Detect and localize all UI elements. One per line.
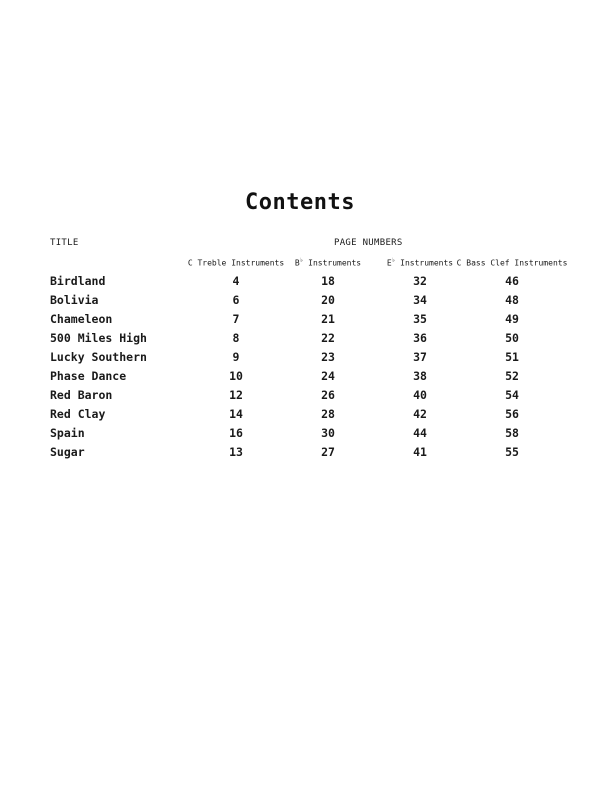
song-title: Bolivia — [50, 293, 99, 307]
page-number: 22 — [321, 331, 335, 345]
column-header-prefix: C — [456, 258, 462, 268]
table-row — [0, 445, 600, 464]
page-number: 28 — [321, 407, 335, 421]
page-number: 26 — [321, 388, 335, 402]
column-header-prefix: B — [294, 258, 300, 268]
page-number: 51 — [505, 350, 519, 364]
table-row — [0, 293, 600, 312]
page-number: 58 — [505, 426, 519, 440]
page-number: 41 — [413, 445, 427, 459]
page-number: 48 — [505, 293, 519, 307]
page-number: 56 — [505, 407, 519, 421]
page-number: 40 — [413, 388, 427, 402]
table-row — [0, 350, 600, 369]
page-number: 9 — [232, 350, 240, 364]
column-header-c-bass-clef — [457, 257, 568, 268]
song-title: Birdland — [50, 274, 106, 288]
page-number: 37 — [413, 350, 427, 364]
song-title: 500 Miles High — [50, 331, 147, 345]
song-title: Chameleon — [50, 312, 113, 326]
page-number: 16 — [229, 426, 243, 440]
table-row — [0, 369, 600, 388]
page-numbers-label: PAGE NUMBERS — [334, 238, 403, 248]
flat-symbol: ♭ — [391, 257, 396, 264]
page-number: 44 — [413, 426, 427, 440]
column-header-suffix: Bass Clef Instruments — [461, 258, 568, 268]
page-number: 49 — [505, 312, 519, 326]
page-number: 30 — [321, 426, 335, 440]
table-row — [0, 331, 600, 350]
page-number: 34 — [413, 293, 427, 307]
song-title: Lucky Southern — [50, 350, 147, 364]
page-number: 50 — [505, 331, 519, 345]
column-header-suffix: Treble Instruments — [192, 258, 285, 268]
contents-table — [0, 274, 600, 464]
column-header-prefix: C — [187, 258, 193, 268]
page-number: 7 — [232, 312, 240, 326]
page-number: 14 — [229, 407, 243, 421]
page-number: 13 — [229, 445, 243, 459]
page-number: 23 — [321, 350, 335, 364]
page-number: 54 — [505, 388, 519, 402]
column-header-c-treble — [188, 257, 284, 268]
column-header-suffix: Instruments — [395, 258, 454, 268]
page-number: 24 — [321, 369, 335, 383]
column-header-suffix: Instruments — [303, 258, 362, 268]
table-row — [0, 407, 600, 426]
page-number: 35 — [413, 312, 427, 326]
page-number: 20 — [321, 293, 335, 307]
title-column-label: TITLE — [50, 238, 79, 248]
song-title: Spain — [50, 426, 85, 440]
table-row — [0, 426, 600, 445]
song-title: Phase Dance — [50, 369, 127, 383]
page-number: 12 — [229, 388, 243, 402]
page-number: 21 — [321, 312, 335, 326]
song-title: Red Baron — [50, 388, 113, 402]
song-title: Sugar — [50, 445, 85, 459]
table-row — [0, 312, 600, 331]
page-number: 4 — [232, 274, 240, 288]
page-number: 18 — [321, 274, 335, 288]
page-number: 10 — [229, 369, 243, 383]
table-row — [0, 274, 600, 293]
page-number: 6 — [232, 293, 240, 307]
page-number: 52 — [505, 369, 519, 383]
column-header-eflat — [387, 257, 453, 268]
page-number: 36 — [413, 331, 427, 345]
column-header-bflat — [295, 257, 361, 268]
flat-symbol: ♭ — [299, 257, 304, 264]
table-row — [0, 388, 600, 407]
page-number: 38 — [413, 369, 427, 383]
page-number: 8 — [232, 331, 240, 345]
page-number: 32 — [413, 274, 427, 288]
page-number: 27 — [321, 445, 335, 459]
column-header-prefix: E — [386, 258, 392, 268]
page-number: 46 — [505, 274, 519, 288]
page-number: 42 — [413, 407, 427, 421]
page-title: Contents — [245, 190, 355, 215]
page-number: 55 — [505, 445, 519, 459]
song-title: Red Clay — [50, 407, 106, 421]
